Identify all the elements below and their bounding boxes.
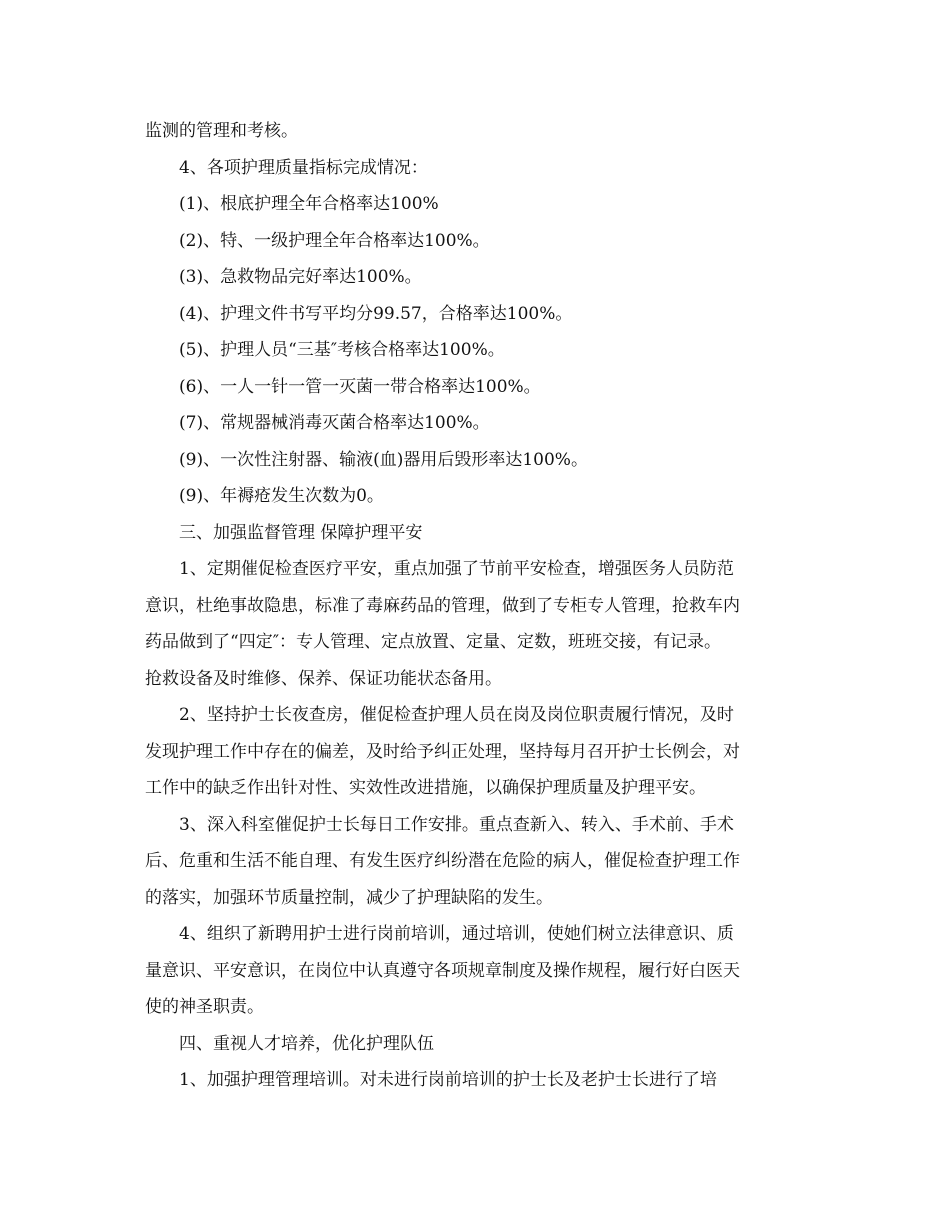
section-heading: 四、重视人才培养，优化护理队伍 xyxy=(179,1033,434,1054)
text-line: 1、加强护理管理培训。对未进行岗前培训的护士长及老护士长进行了培 xyxy=(179,1070,717,1090)
text-line: 的落实，加强环节质量控制，减少了护理缺陷的发生。 xyxy=(145,887,553,908)
text-line: (4)、护理文件书写平均分99.57，合格率达100%。 xyxy=(179,303,573,324)
text-line: 4、各项护理质量指标完成情况： xyxy=(179,157,428,178)
text-line: 抢救设备及时维修、保养、保证功能状态备用。 xyxy=(145,668,502,689)
text-line: (6)、一人一针一管一灭菌一带合格率达100%。 xyxy=(179,376,541,397)
text-line: 量意识、平安意识，在岗位中认真遵守各项规章制度及操作规程，履行好白医天 xyxy=(145,960,740,981)
text-line: (2)、特、一级护理全年合格率达100%。 xyxy=(179,230,490,251)
text-line: 使的神圣职责。 xyxy=(145,997,264,1017)
text-line: (5)、护理人员“三基″考核合格率达100%。 xyxy=(179,340,505,360)
text-line: 4、组织了新聘用护士进行岗前培训，通过培训，使她们树立法律意识、质 xyxy=(179,924,734,944)
text-line: 工作中的缺乏作出针对性、实效性改进措施，以确保护理质量及护理平安。 xyxy=(145,778,706,798)
text-line: (1)、根底护理全年合格率达100% xyxy=(179,194,439,214)
text-line: 药品做到了“四定″：专人管理、定点放置、定量、定数，班班交接，有记录。 xyxy=(145,632,722,652)
text-line: 3、深入科室催促护士长每日工作安排。重点查新入、转入、手术前、手术 xyxy=(179,814,734,835)
text-line: 意识，杜绝事故隐患，标准了毒麻药品的管理，做到了专柜专人管理，抢救车内 xyxy=(145,595,740,616)
text-line: 发现护理工作中存在的偏差，及时给予纠正处理，坚持每月召开护士长例会，对 xyxy=(145,741,740,762)
text-line: (9)、一次性注射器、输液(血)器用后毁形率达100%。 xyxy=(179,449,588,470)
text-line: 后、危重和生活不能自理、有发生医疗纠纷潜在危险的病人，催促检查护理工作 xyxy=(145,851,740,871)
text-line: (7)、常规器械消毒灭菌合格率达100%。 xyxy=(179,413,490,433)
text-line: 2、坚持护士长夜查房，催促检查护理人员在岗及岗位职责履行情况，及时 xyxy=(179,705,734,725)
text-line: (9)、年褥疮发生次数为0。 xyxy=(179,486,384,506)
section-heading: 三、加强监督管理 保障护理平安 xyxy=(179,522,423,543)
text-line: 监测的管理和考核。 xyxy=(145,121,298,141)
document-body xyxy=(145,113,815,1099)
text-line: 1、定期催促检查医疗平安，重点加强了节前平安检查，增强医务人员防范 xyxy=(179,559,734,579)
text-line: (3)、急救物品完好率达100%。 xyxy=(179,267,422,287)
